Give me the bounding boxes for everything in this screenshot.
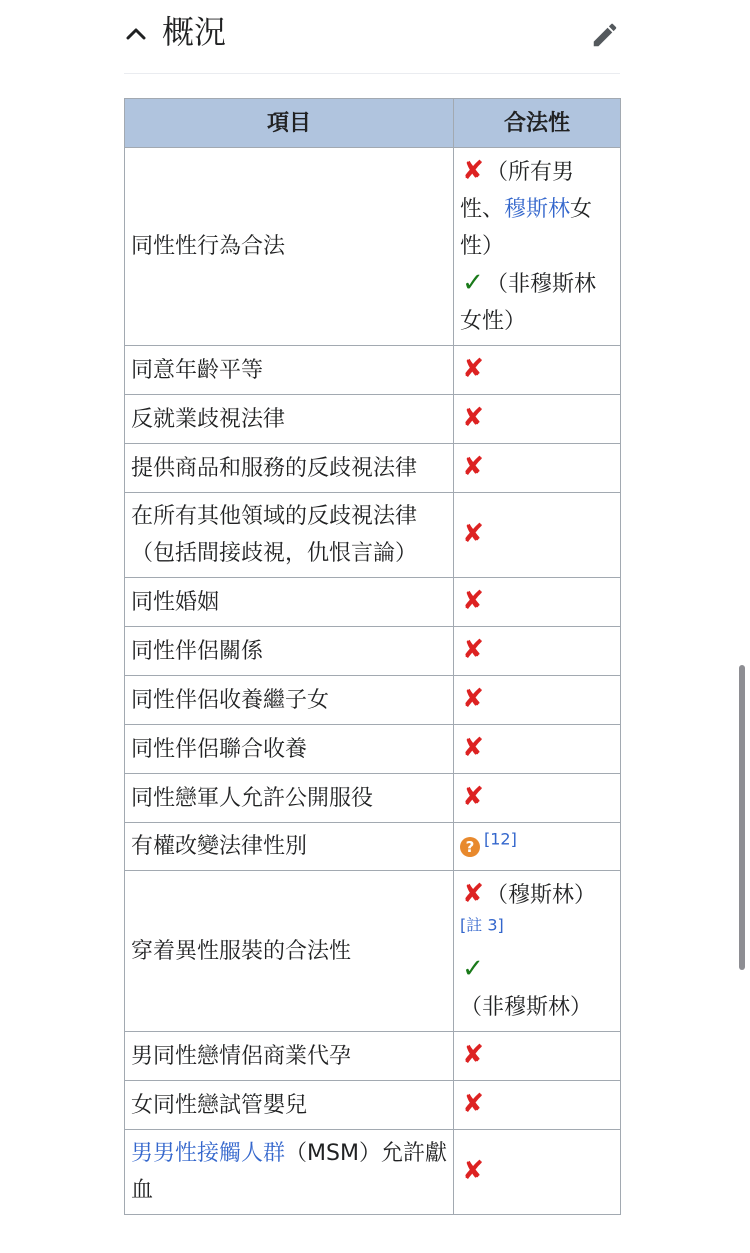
row-item: 提供商品和服務的反歧視法律 — [125, 444, 454, 493]
check-icon: ✓ — [462, 954, 484, 984]
table-row — [125, 823, 621, 871]
legality-table — [124, 98, 621, 1215]
cross-icon: ✘ — [462, 403, 484, 433]
row-legality — [454, 871, 621, 1032]
row-item-text: （MSM）允許獻血 — [131, 1141, 447, 1203]
cross-icon: ✘ — [462, 354, 484, 384]
table-row — [125, 1032, 621, 1081]
row-item: 同意年齡平等 — [125, 346, 454, 395]
row-item: 同性伴侶關係 — [125, 627, 454, 676]
check-icon: ✓ — [462, 268, 484, 298]
table-header-row — [125, 99, 621, 148]
table-row — [125, 774, 621, 823]
table-row — [125, 395, 621, 444]
row-item: 同性婚姻 — [125, 578, 454, 627]
row-item: 同性伴侶收養繼子女 — [125, 676, 454, 725]
note-link[interactable]: [註 3] — [460, 915, 504, 935]
table-row — [125, 148, 621, 346]
muslim-link[interactable]: 穆斯林 — [504, 197, 571, 222]
cross-icon: ✘ — [462, 879, 484, 909]
cross-icon: ✘ — [462, 635, 484, 665]
cross-icon: ✘ — [462, 586, 484, 616]
legality-text: （穆斯林） — [486, 883, 597, 908]
msm-link[interactable]: 男男性接觸人群 — [131, 1141, 286, 1166]
legality-text: （所有男性、 — [460, 160, 575, 222]
cross-icon: ✘ — [462, 1040, 484, 1070]
cross-icon: ✘ — [462, 452, 484, 482]
table-row — [125, 493, 621, 578]
row-item: 在所有其他領域的反歧視法律（包括間接歧視，仇恨言論） — [125, 493, 454, 578]
section-header — [124, 0, 620, 74]
cross-icon: ✘ — [462, 1089, 484, 1119]
table-row — [125, 871, 621, 1032]
table-row — [125, 676, 621, 725]
row-item: 女同性戀試管嬰兒 — [125, 1081, 454, 1130]
cross-icon: ✘ — [462, 1156, 484, 1186]
header-item: 項目 — [125, 99, 454, 148]
row-item: 同性性行為合法 — [125, 148, 454, 346]
row-item: 同性戀軍人允許公開服役 — [125, 774, 454, 823]
table-row — [125, 725, 621, 774]
section-title: 概況 — [162, 13, 227, 51]
table-row — [125, 627, 621, 676]
header-legality: 合法性 — [454, 99, 621, 148]
pencil-icon[interactable] — [590, 20, 620, 50]
legality-text: （非穆斯林女性） — [460, 272, 597, 334]
chevron-up-icon[interactable] — [124, 22, 148, 46]
row-item: 穿着異性服裝的合法性 — [125, 871, 454, 1032]
cross-icon: ✘ — [462, 156, 484, 186]
question-icon: ? — [460, 837, 480, 857]
legality-text: 女性） — [460, 197, 593, 259]
row-legality — [454, 148, 621, 346]
cross-icon: ✘ — [462, 684, 484, 714]
cross-icon: ✘ — [462, 782, 484, 812]
row-item: 反就業歧視法律 — [125, 395, 454, 444]
cross-icon: ✘ — [462, 733, 484, 763]
table-row — [125, 1081, 621, 1130]
table-row — [125, 578, 621, 627]
reference-link[interactable]: [12] — [484, 829, 517, 849]
row-item — [125, 1130, 454, 1215]
table-row — [125, 444, 621, 493]
table-row — [125, 1130, 621, 1215]
row-item: 有權改變法律性別 — [125, 823, 454, 871]
row-item: 男同性戀情侶商業代孕 — [125, 1032, 454, 1081]
table-row — [125, 346, 621, 395]
scrollbar[interactable] — [739, 665, 745, 970]
row-item: 同性伴侶聯合收養 — [125, 725, 454, 774]
legality-text: （非穆斯林） — [460, 995, 593, 1020]
cross-icon: ✘ — [462, 519, 484, 549]
